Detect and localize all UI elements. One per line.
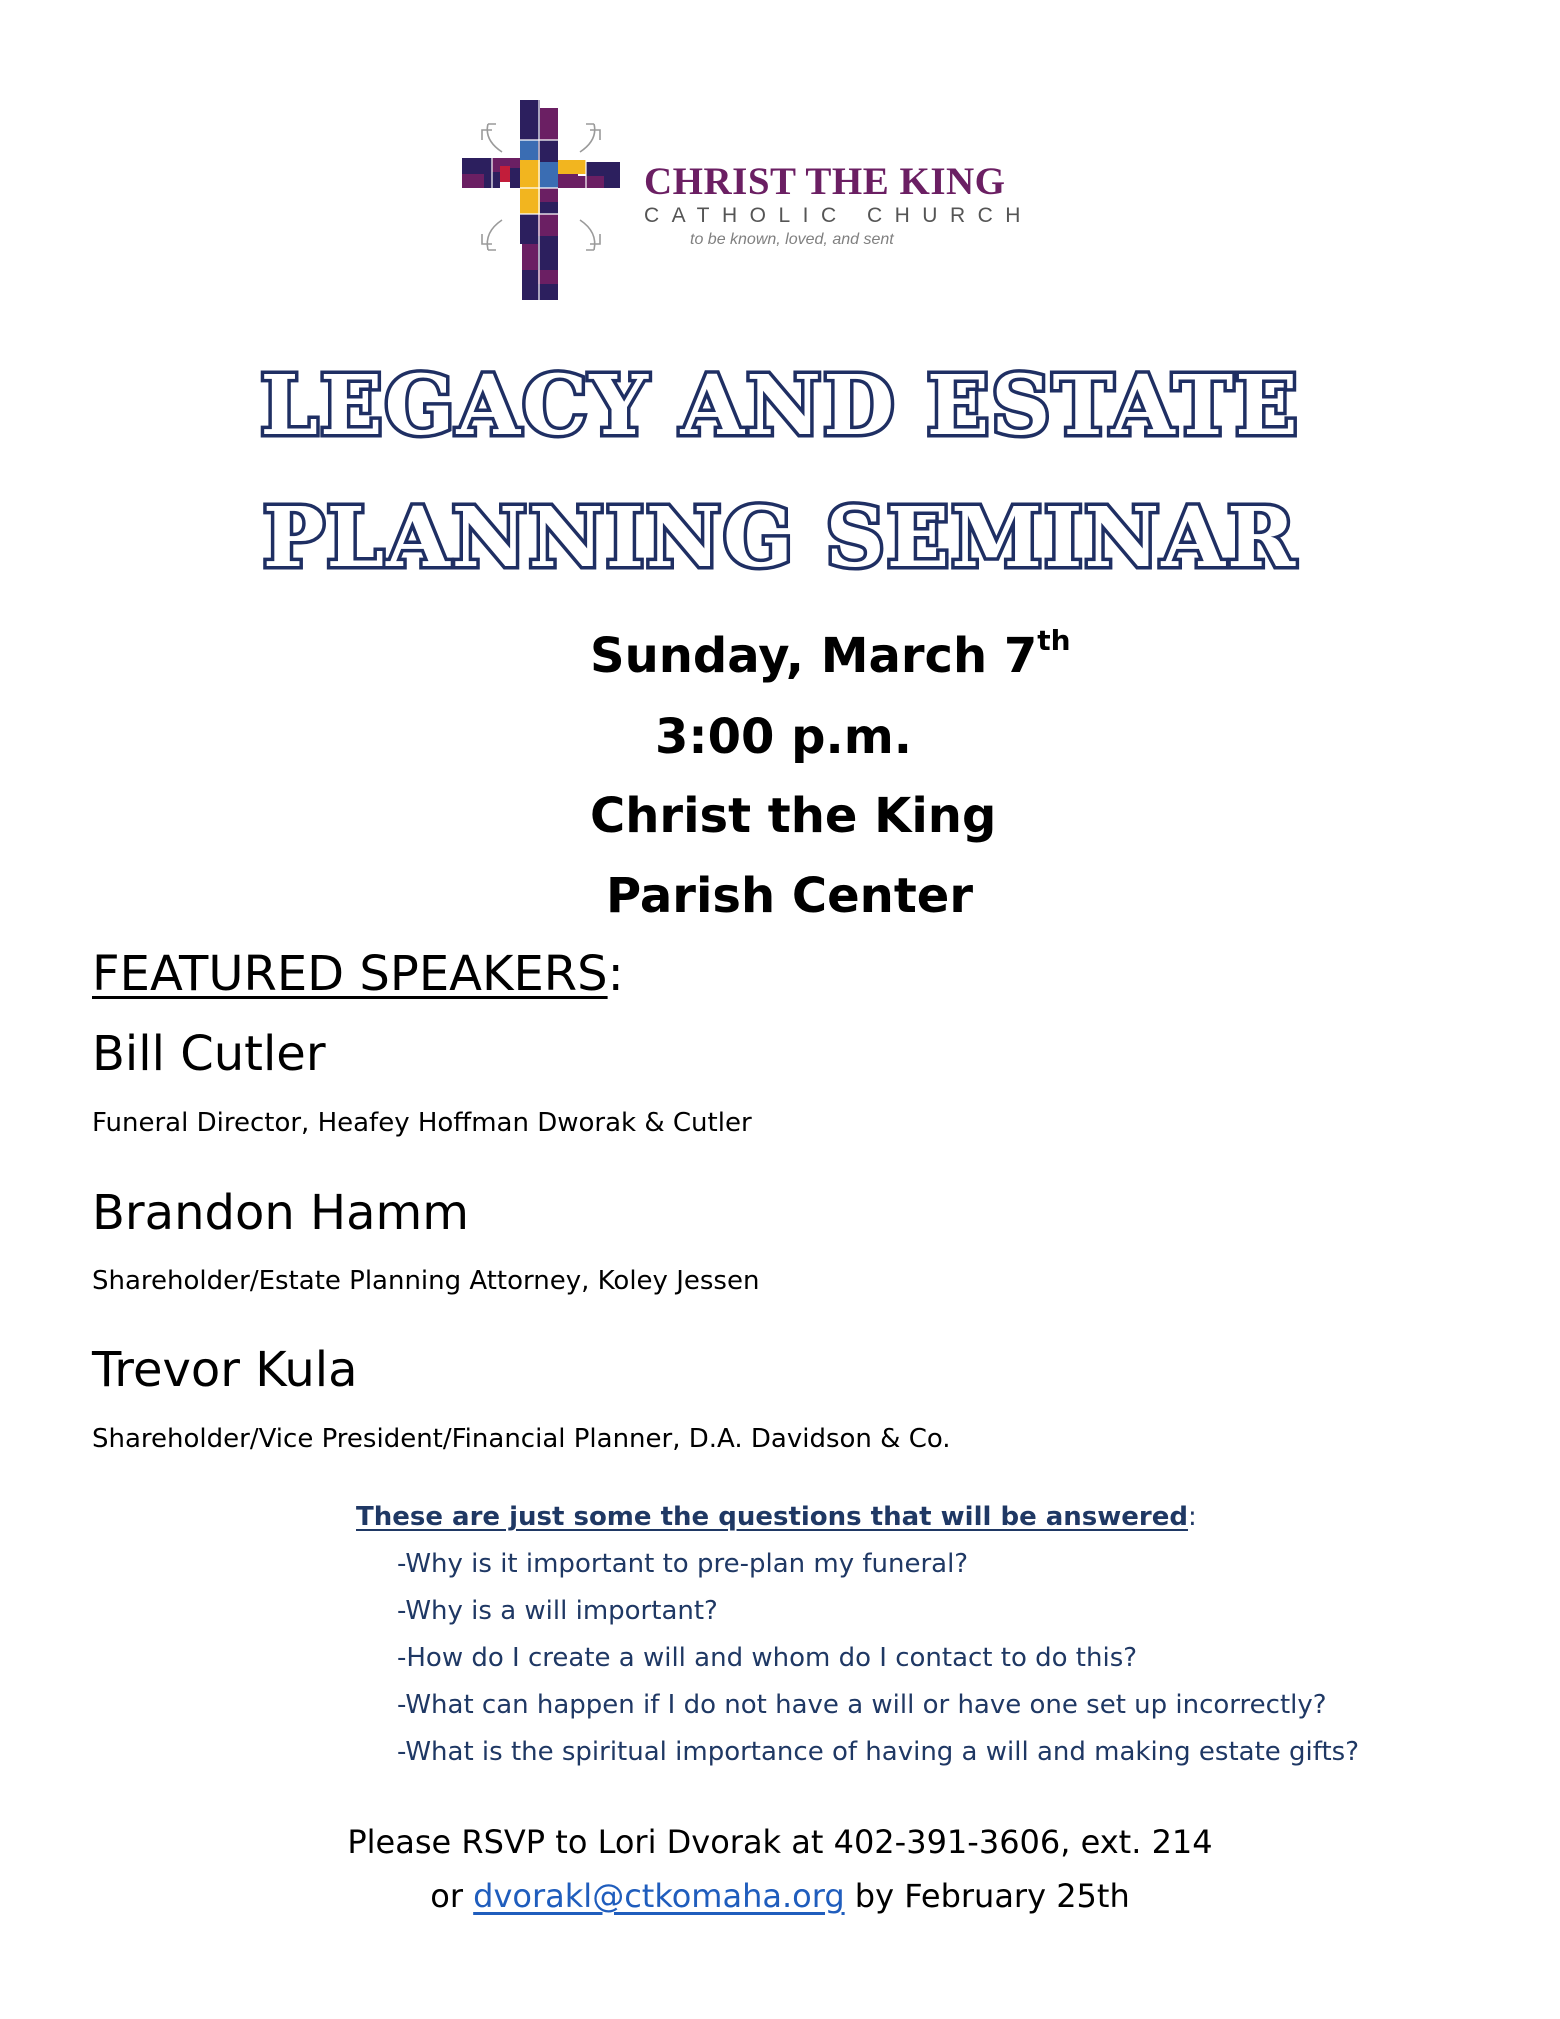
speaker-name: Bill Cutler xyxy=(92,1026,326,1082)
rsvp-line-1: Please RSVP to Lori Dvorak at 402-391-3606, ext. 214 xyxy=(347,1823,1213,1861)
event-date xyxy=(590,626,1071,686)
rsvp-prefix: or xyxy=(430,1877,474,1915)
questions-heading-colon: : xyxy=(1188,1502,1197,1532)
logo-tagline: to be known, loved, and sent xyxy=(690,231,894,248)
speaker-role: Shareholder/Estate Planning Attorney, Koley Jessen xyxy=(92,1266,760,1296)
featured-speakers-heading-text: FEATURED SPEAKERS xyxy=(92,946,608,1002)
title-line-2: PLANNING SEMINAR xyxy=(262,490,1298,586)
event-time: 3:00 p.m. xyxy=(655,709,912,765)
questions-list xyxy=(356,1541,1359,1776)
church-logo xyxy=(462,100,1033,300)
featured-speakers-heading-colon: : xyxy=(607,946,624,1002)
event-date-suffix: th xyxy=(1037,624,1071,657)
question-item: -What is the spiritual importance of having a will and making estate gifts? xyxy=(397,1737,1360,1767)
question-item: -How do I create a will and whom do I contact to do this? xyxy=(397,1643,1138,1673)
questions-heading-text: These are just some the questions that will be answered xyxy=(356,1502,1188,1532)
speaker-name: Brandon Hamm xyxy=(92,1185,470,1241)
rsvp-email-link[interactable]: dvorakl@ctkomaha.org xyxy=(473,1877,845,1915)
featured-speakers-heading xyxy=(92,944,624,1004)
event-date-text: Sunday, March 7 xyxy=(590,628,1038,684)
event-venue-line-2: Parish Center xyxy=(606,868,973,924)
speaker-role: Shareholder/Vice President/Financial Planner, D.A. Davidson & Co. xyxy=(92,1424,951,1454)
speaker-role: Funeral Director, Heafey Hoffman Dworak & Cutler xyxy=(92,1108,752,1138)
question-item: -Why is a will important? xyxy=(397,1596,718,1626)
rsvp-line-2 xyxy=(0,1872,1560,1920)
logo-wordmark xyxy=(644,160,1033,250)
questions-heading xyxy=(356,1494,1359,1541)
logo-subtitle: CATHOLIC CHURCH xyxy=(644,204,1033,227)
questions-section xyxy=(356,1494,1359,1776)
speaker-name: Trevor Kula xyxy=(92,1342,358,1398)
title-line-1: LEGACY AND ESTATE xyxy=(260,358,1300,454)
question-item: -Why is it important to pre-plan my funeral? xyxy=(397,1549,969,1579)
logo-church-name: CHRIST THE KING xyxy=(644,160,1006,203)
rsvp-suffix: by February 25th xyxy=(844,1877,1130,1915)
question-item: -What can happen if I do not have a will or have one set up incorrectly? xyxy=(397,1690,1327,1720)
stained-glass-cross-icon xyxy=(462,100,620,300)
event-venue-line-1: Christ the King xyxy=(590,788,997,844)
